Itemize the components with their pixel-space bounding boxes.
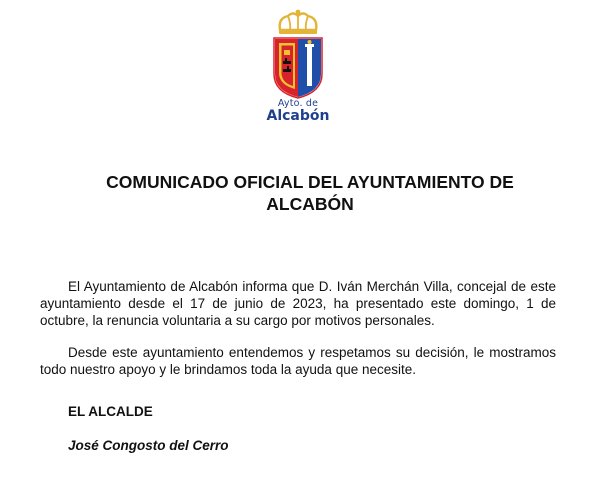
body-paragraph-2: Desde este ayuntamiento entendemos y respetamos su decisión, le mostramos todo nuestro apoyo y le brindamos toda la ayuda que necesite. (40, 345, 556, 377)
body-paragraph-1: El Ayuntamiento de Alcabón informa que D. Iván Merchán Villa, concejal de este ayuntamiento desde el 17 de junio de 2023, ha presentado este domingo, 1 de octubre, la renuncia voluntaria a su cargo por motivos personales. (40, 279, 556, 328)
crown-icon (279, 10, 317, 34)
title-line-2: ALCABÓN (266, 194, 354, 214)
signature-name: José Congosto del Cerro (68, 438, 229, 453)
crowned-shield-icon (258, 8, 338, 100)
signature-title: EL ALCALDE (68, 404, 153, 419)
logo-text-alcabon: Alcabón (266, 108, 330, 124)
shield-icon (274, 38, 322, 98)
title-line-1: COMUNICADO OFICIAL DEL AYUNTAMIENTO DE (106, 172, 514, 192)
logo-text-ayto: Ayto. de (277, 98, 319, 109)
document-title (60, 171, 560, 215)
